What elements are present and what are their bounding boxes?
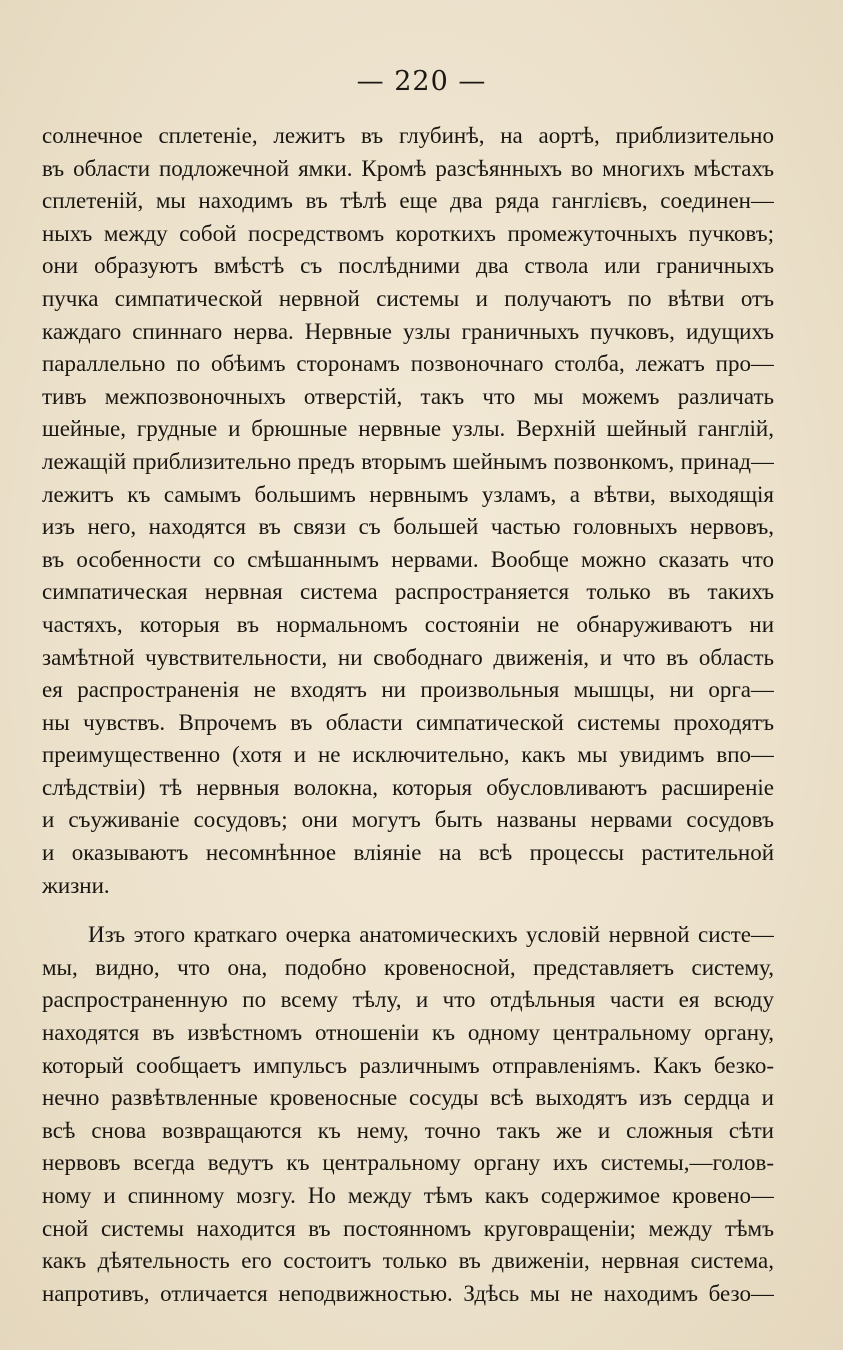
text-line: ному и спинному мозгу. Но между тѣмъ какъ содержимое кровено—: [42, 1183, 774, 1208]
paragraph-gap: [42, 902, 774, 919]
text-line: какъ дѣятельность его состоитъ только въ движеніи, нервная система,: [42, 1248, 774, 1274]
text-line: и оказываютъ несомнѣнное вліяніе на всѣ процессы растительной: [42, 840, 774, 866]
text-line: пучка симпатической нервной системы и получаютъ по вѣтви отъ: [42, 285, 774, 311]
text-line: въ особенности со смѣшаннымъ нервами. Вообще можно сказать что: [42, 546, 774, 572]
text-line: напротивъ, отличается неподвижностью. Здѣсь мы не находимъ безо—: [42, 1280, 774, 1306]
text-line: шейные, грудные и брюшные нервные узлы. Верхній шейный ганглій,: [42, 416, 774, 442]
text-line: и съуживаніе сосудовъ; они могутъ быть названы нервами сосудовъ: [42, 807, 774, 833]
text-line: они образуютъ вмѣстѣ съ послѣдними два ствола или граничныхъ: [42, 253, 774, 279]
text-line: частяхъ, которыя въ нормальномъ состояніи не обнаруживаютъ ни: [42, 611, 774, 637]
text-line: симпатическая нервная система распространяется только въ такихъ: [42, 579, 774, 605]
text-line: въ области подложечной ямки. Кромѣ разсѣянныхъ во многихъ мѣстахъ: [42, 155, 774, 181]
text-line: который сообщаетъ импульсъ различнымъ отправленіямъ. Какъ безко-: [42, 1052, 774, 1078]
text-line: лежащій приблизительно предъ вторымъ шейнымъ позвонкомъ, принад—: [42, 448, 774, 474]
text-line: тивъ межпозвоночныхъ отверстій, такъ что мы можемъ различать: [42, 383, 774, 409]
text-line: солнечное сплетеніе, лежитъ въ глубинѣ, на аортѣ, приблизительно: [42, 123, 774, 148]
paragraph-2: [42, 919, 774, 1310]
paragraph-1: [42, 120, 774, 902]
text-line: мы, видно, что она, подобно кровеносной, представляетъ систему,: [42, 954, 774, 980]
text-line: ны чувствъ. Впрочемъ въ области симпатической системы проходятъ: [42, 709, 774, 735]
page-number: — 220 —: [356, 66, 487, 97]
text-line: сной системы находится въ постоянномъ круговращеніи; между тѣмъ: [42, 1215, 774, 1241]
text-line: жизни.: [42, 872, 110, 898]
text-line: находятся въ извѣстномъ отношеніи къ одному центральному органу,: [42, 1020, 774, 1046]
text-line: параллельно по обѣимъ сторонамъ позвоночнаго столба, лежатъ про—: [42, 351, 774, 377]
text-line: нервовъ всегда ведутъ къ центральному органу ихъ системы,—голов-: [42, 1150, 774, 1176]
body-text: [42, 120, 774, 1310]
text-line: распространенную по всему тѣлу, и что отдѣльныя части ея всюду: [42, 987, 774, 1013]
text-line: ныхъ между собой посредствомъ короткихъ промежуточныхъ пучковъ;: [42, 220, 774, 246]
text-line: изъ него, находятся въ связи съ большей частью головныхъ нервовъ,: [42, 514, 774, 540]
text-line: преимущественно (хотя и не исключительно, какъ мы увидимъ впо—: [42, 742, 774, 768]
text-line: замѣтной чувствительности, ни свободнаго движенія, и что въ область: [42, 644, 774, 670]
text-line: слѣдствіи) тѣ нервныя волокна, которыя обусловливаютъ расширеніе: [42, 774, 774, 800]
text-line: каждаго спиннаго нерва. Нервные узлы граничныхъ пучковъ, идущихъ: [42, 318, 774, 344]
text-line: ея распространенія не входятъ ни произвольныя мышцы, ни орга—: [42, 677, 774, 703]
text-line: сплетеній, мы находимъ въ тѣлѣ еще два ряда ганглієвъ, соединен—: [42, 188, 774, 214]
text-line: всѣ снова возвращаются къ нему, точно такъ же и сложныя сѣти: [42, 1117, 774, 1143]
text-line: нечно развѣтвленные кровеносные сосуды всѣ выходятъ изъ сердца и: [42, 1085, 774, 1111]
text-line: лежитъ къ самымъ большимъ нервнымъ узламъ, а вѣтви, выходящія: [42, 481, 774, 507]
text-line: Изъ этого краткаго очерка анатомическихъ условій нервной систе—: [88, 922, 774, 948]
